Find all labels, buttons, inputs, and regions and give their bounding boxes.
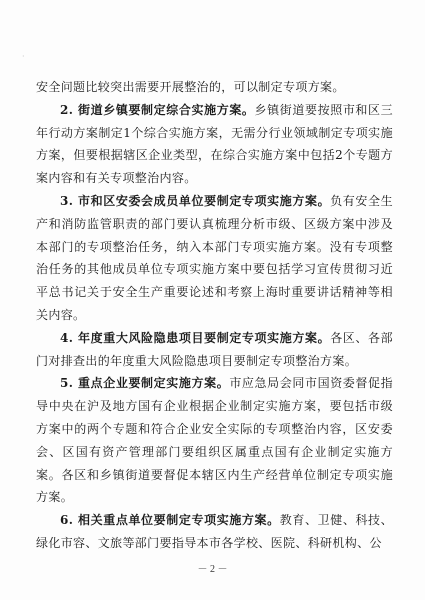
document-body [36, 76, 393, 555]
paragraph-1 [36, 76, 393, 99]
paragraph-3-text: 负有安全生产和消防监管职责的部门要认真梳理分析市级、区级方案中涉及本部门的专项整治任务，纳入本部门专项实施方案。没有专项整治任务的其他成员单位专项实施方案中要包括学习宣传贯彻习近平总书记关于安全生产重要论述和考察上海时重要讲话精神等相关内容。 [36, 193, 393, 322]
paragraph-2-text: 乡镇街道要按照市和区三年行动方案制定1个综合实施方案，无需分行业领域制定专项实施方案，但要根据辖区企业类型，在综合实施方案中包括2个专题方案内容和有关专项整治内容。 [36, 102, 393, 186]
paragraph-6 [36, 509, 393, 555]
paragraph-5-lead: 5. 重点企业要制定实施方案。 [60, 376, 230, 391]
paragraph-4-text: 各区、各部门对排查出的年度重大风险隐患项目要制定专项整治方案。 [36, 330, 393, 368]
paragraph-6-text: 教育、卫健、科技、绿化市容、文旅等部门要指导本市各学校、医院、科研机构、公 [36, 513, 394, 550]
scan-mark: · [22, 52, 25, 61]
paragraph-4 [36, 327, 393, 373]
page-number: － 2 － [197, 564, 228, 575]
paragraph-3-lead: 3. 市和区安委会成员单位要制定专项实施方案。 [60, 193, 331, 208]
paragraph-5-text: 市应急局会同市国资委督促指导中央在沪及地方国有企业根据企业制定实施方案，要包括市级方案中的两个专题和符合企业安全实际的专项整治内容，区安委会、区国有资产管理部门要组织区属重点国有企业制定实施方案。各区和乡镇街道要督促本辖区内生产经营单位制定专项实施方案。 [36, 376, 393, 505]
paragraph-2-lead: 2. 街道乡镇要制定综合实施方案。 [60, 102, 255, 117]
paragraph-4-lead: 4. 年度重大风险隐患项目要制定专项实施方案。 [60, 330, 331, 345]
paragraph-6-lead: 6. 相关重点单位要制定专项实施方案。 [60, 513, 280, 528]
paragraph-3 [36, 190, 393, 327]
paragraph-1-text: 安全问题比较突出需要开展整治的，可以制定专项方案。 [36, 80, 345, 94]
paragraph-5 [36, 372, 393, 509]
paragraph-2 [36, 99, 393, 190]
